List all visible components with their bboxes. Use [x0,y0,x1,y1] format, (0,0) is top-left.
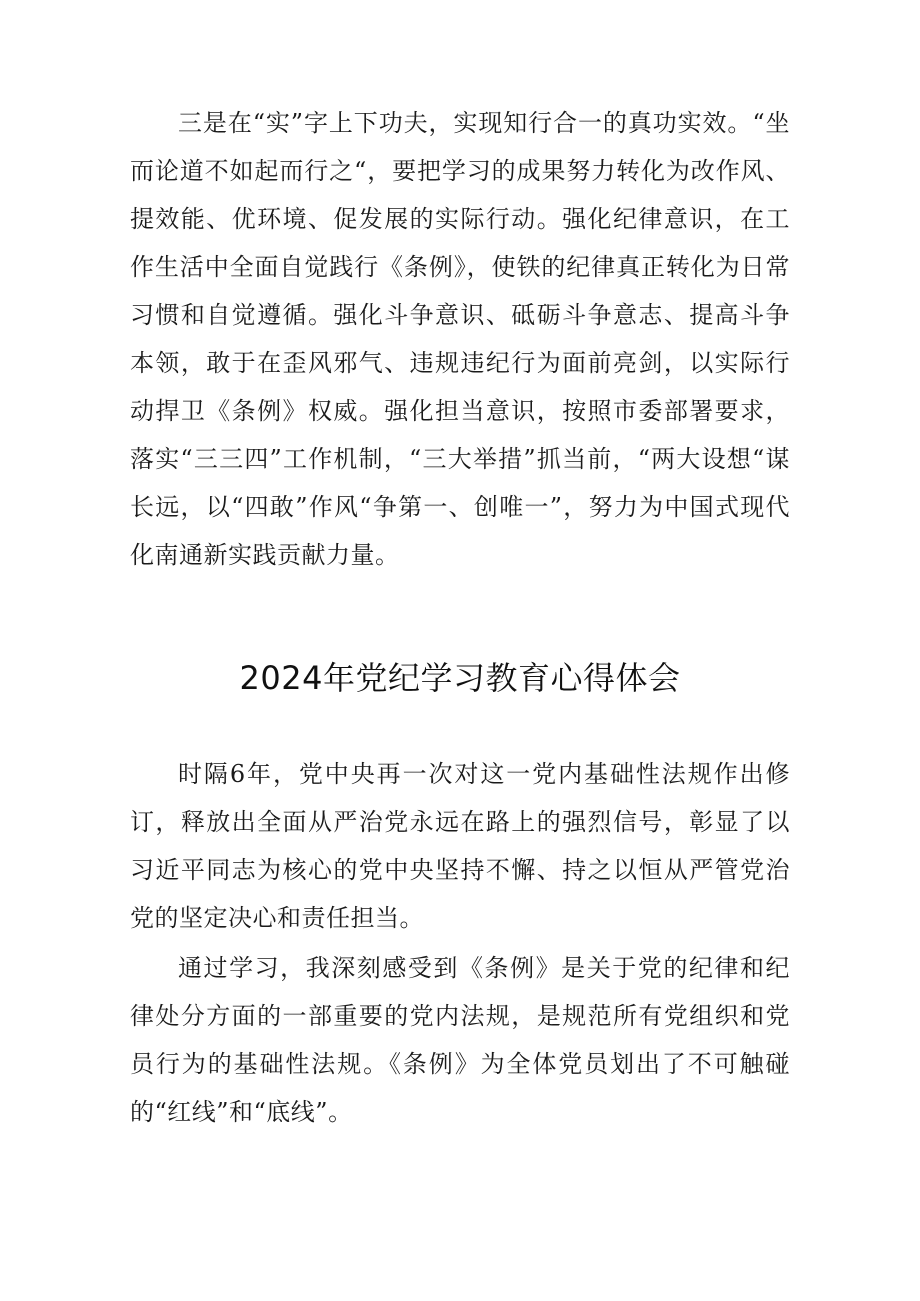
body-paragraph-1: 时隔6年，党中央再一次对这一党内基础性法规作出修订，释放出全面从严治党永远在路上的强烈信号，彰显了以习近平同志为核心的党中央坚持不懈、持之以恒从严管党治党的坚定决心和责任担当。 [130,760,790,932]
body-paragraph-2: 通过学习，我深刻感受到《条例》是关于党的纪律和纪律处分方面的一部重要的党内法规，是规范所有党组织和党员行为的基础性法规。《条例》为全体党员划出了不可触碰的“红线”和“底线”。 [130,954,790,1126]
intro-paragraph: 三是在“实”字上下功夫，实现知行合一的真功实效。“坐而论道不如起而行之“，要把学习的成果努力转化为改作风、提效能、优环境、促发展的实际行动。强化纪律意识，在工作生活中全面自觉践行《条例》，使铁的纪律真正转化为日常习惯和自觉遵循。强化斗争意识、砥砺斗争意志、提高斗争本领，敢于在歪风邪气、违规违纪行为面前亮剑，以实际行动捍卫《条例》权威。强化担当意识，按照市委部署要求，落实“三三四”工作机制，“三大举措”抓当前，“两大设想“谋长远，以“四敢”作风“争第一、创唯一”，努力为中国式现代化南通新实践贡献力量。 [130,109,790,569]
intro-section [130,99,790,579]
document-title: 2024年党纪学习教育心得体会 [239,659,681,697]
body-section [130,750,790,1136]
